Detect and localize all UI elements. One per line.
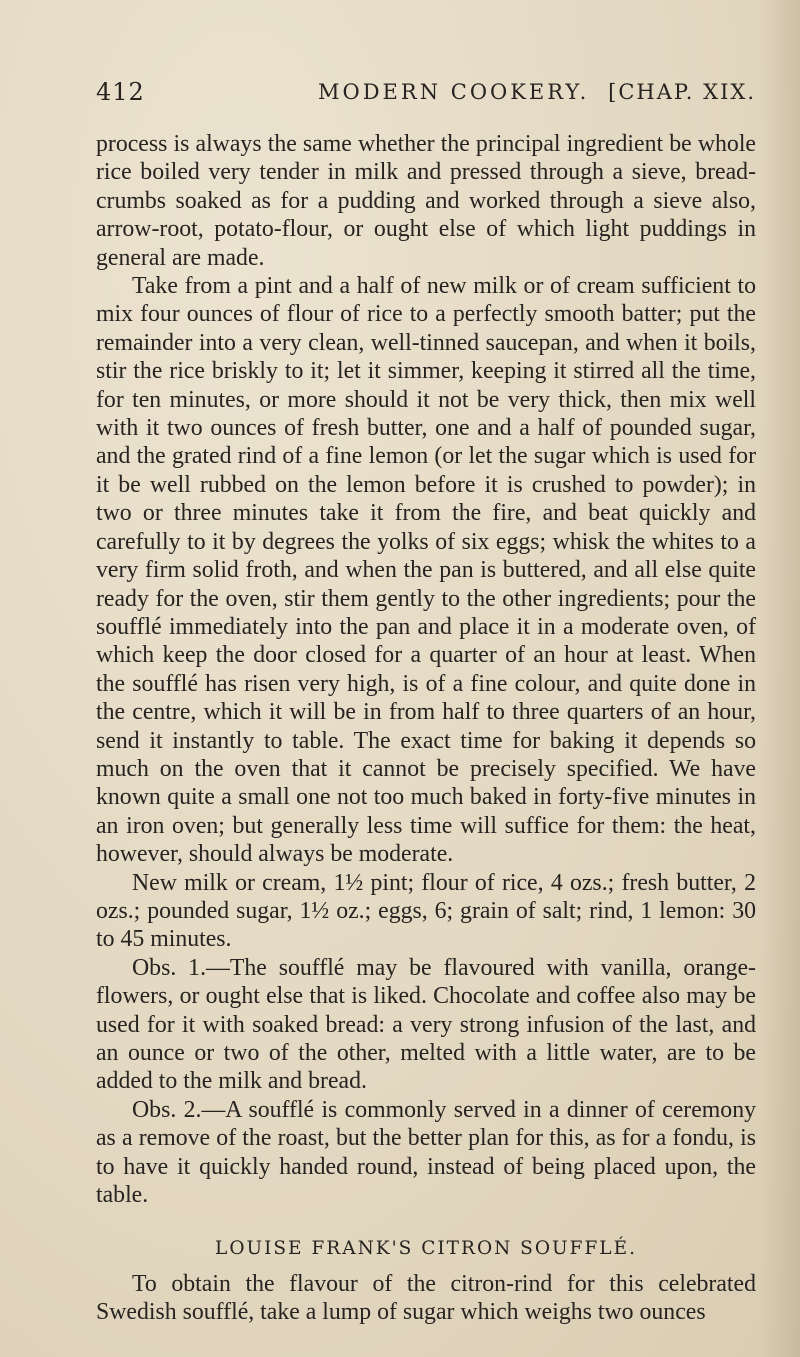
page-body	[96, 130, 756, 1327]
paragraph-obs-1: Obs. 1.—The soufflé may be flavoured with vanilla, orange-flowers, or ought else that is liked. Chocolate and coffee also may be used for it with soaked bread: a very strong infusion of the last, and an ounce or two of the other, melted with a little water, are to be added to the milk and bread.	[96, 954, 756, 1095]
paragraph-method: Take from a pint and a half of new milk or of cream sufficient to mix four ounces of flour of rice to a perfectly smooth batter; put the remainder into a very clean, well-tinned saucepan, and when it boils, stir the rice briskly to it; let it simmer, keeping it stirred all the time, for ten minutes, or more should it not be very thick, then mix well with it two ounces of fresh butter, one and a half of pounded sugar, and the grated rind of a fine lemon (or let the sugar which is used for it be well rubbed on the lemon before it is crushed to powder); in two or three minutes take it from the fire, and beat quickly and carefully to it by degrees the yolks of six eggs; whisk the whites to a very firm solid froth, and when the pan is buttered, and all else quite ready for the oven, stir them gently to the other ingredients; pour the soufflé immediately into the pan and place it in a moderate oven, of which keep the door closed for a quarter of an hour at least. When the soufflé has risen very high, is of a fine colour, and quite done in the centre, which it will be in from half to three quarters of an hour, send it instantly to table. The exact time for baking it depends so much on the oven that it cannot be precisely specified. We have known quite a small one not too much baked in forty-five minutes in an iron oven; but generally less time will suffice for them: the heat, however, should always be moderate.	[96, 273, 756, 868]
paragraph-continuation: process is always the same whether the principal ingredient be whole rice boiled very tender in milk and pressed through a sieve, bread-crumbs soaked as for a pudding and worked through a sieve also, arrow-root, potato-flour, or ought else of which light puddings in general are made.	[96, 131, 756, 271]
page-number: 412	[96, 78, 145, 106]
paragraph-citron: To obtain the flavour of the citron-rind for this celebrated Swedish soufflé, take a lump of sugar which weighs two ounces	[96, 1270, 756, 1326]
running-title: MODERN COOKERY.	[318, 80, 590, 104]
section-heading: LOUISE FRANK'S CITRON SOUFFLÉ.	[215, 1238, 637, 1260]
page-edge-shadow	[760, 0, 800, 1357]
paragraph-ingredients: New milk or cream, 1½ pint; flour of rice, 4 ozs.; fresh butter, 2 ozs.; pounded sugar, 1½ oz.; eggs, 6; grain of salt; rind, 1 lemon: 30 to 45 minutes.	[96, 869, 756, 953]
running-header	[96, 78, 756, 112]
chapter-label: [CHAP. XIX.	[608, 80, 756, 104]
paragraph-obs-2: Obs. 2.—A soufflé is commonly served in a dinner of ceremony as a remove of the roast, but the better plan for this, as for a fondu, is to have it quickly handed round, instead of being placed upon, the table.	[96, 1096, 756, 1209]
